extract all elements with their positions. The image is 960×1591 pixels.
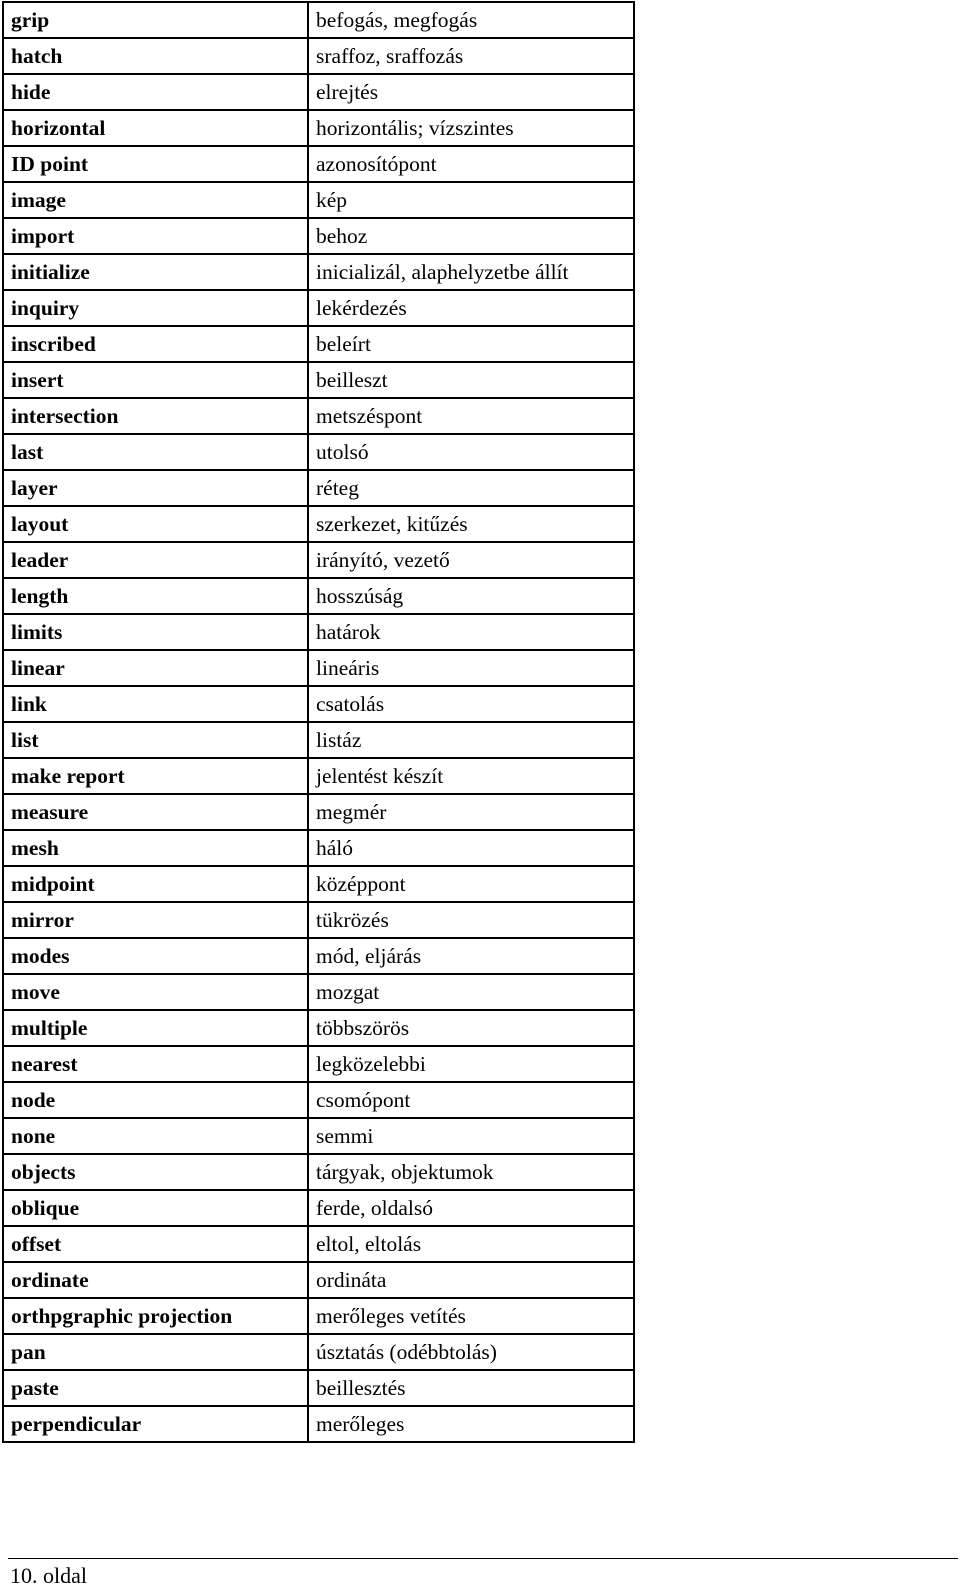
glossary-row [3, 182, 634, 218]
glossary-row [3, 506, 634, 542]
hungarian-translation: beilleszt [308, 362, 634, 398]
hungarian-translation: elrejtés [308, 74, 634, 110]
hungarian-translation: azonosítópont [308, 146, 634, 182]
glossary-row [3, 1118, 634, 1154]
hungarian-translation: listáz [308, 722, 634, 758]
hungarian-translation: horizontális; vízszintes [308, 110, 634, 146]
english-term: intersection [3, 398, 308, 434]
english-term: ordinate [3, 1262, 308, 1298]
hungarian-translation: sraffoz, sraffozás [308, 38, 634, 74]
hungarian-translation: jelentést készít [308, 758, 634, 794]
hungarian-translation: mozgat [308, 974, 634, 1010]
hungarian-translation: csomópont [308, 1082, 634, 1118]
hungarian-translation: háló [308, 830, 634, 866]
english-term: mirror [3, 902, 308, 938]
english-term: linear [3, 650, 308, 686]
english-term: modes [3, 938, 308, 974]
english-term: image [3, 182, 308, 218]
english-term: midpoint [3, 866, 308, 902]
glossary-row [3, 146, 634, 182]
glossary-row [3, 398, 634, 434]
english-term: layer [3, 470, 308, 506]
hungarian-translation: ferde, oldalsó [308, 1190, 634, 1226]
glossary-row [3, 686, 634, 722]
glossary-row [3, 110, 634, 146]
english-term: measure [3, 794, 308, 830]
english-term: limits [3, 614, 308, 650]
glossary-row [3, 1334, 634, 1370]
hungarian-translation: úsztatás (odébbtolás) [308, 1334, 634, 1370]
hungarian-translation: semmi [308, 1118, 634, 1154]
english-term: inscribed [3, 326, 308, 362]
hungarian-translation: legközelebbi [308, 1046, 634, 1082]
english-term: last [3, 434, 308, 470]
english-term: length [3, 578, 308, 614]
english-term: hatch [3, 38, 308, 74]
glossary-row [3, 254, 634, 290]
hungarian-translation: megmér [308, 794, 634, 830]
hungarian-translation: ordináta [308, 1262, 634, 1298]
glossary-row [3, 1406, 634, 1442]
glossary-row [3, 1262, 634, 1298]
glossary-row [3, 1046, 634, 1082]
hungarian-translation: irányító, vezető [308, 542, 634, 578]
english-term: make report [3, 758, 308, 794]
glossary-row [3, 1370, 634, 1406]
hungarian-translation: behoz [308, 218, 634, 254]
english-term: pan [3, 1334, 308, 1370]
glossary-row [3, 1298, 634, 1334]
hungarian-translation: inicializál, alaphelyzetbe állít [308, 254, 634, 290]
glossary-row [3, 542, 634, 578]
hungarian-translation: többszörös [308, 1010, 634, 1046]
english-term: link [3, 686, 308, 722]
glossary-row [3, 794, 634, 830]
footer-divider [8, 1558, 958, 1559]
glossary-row [3, 470, 634, 506]
english-term: initialize [3, 254, 308, 290]
hungarian-translation: beillesztés [308, 1370, 634, 1406]
english-term: nearest [3, 1046, 308, 1082]
glossary-row [3, 830, 634, 866]
english-term: mesh [3, 830, 308, 866]
english-term: move [3, 974, 308, 1010]
glossary-row [3, 74, 634, 110]
hungarian-translation: lineáris [308, 650, 634, 686]
glossary-row [3, 578, 634, 614]
english-term: perpendicular [3, 1406, 308, 1442]
hungarian-translation: hosszúság [308, 578, 634, 614]
english-term: grip [3, 2, 308, 38]
english-term: orthpgraphic projection [3, 1298, 308, 1334]
english-term: leader [3, 542, 308, 578]
glossary-row [3, 938, 634, 974]
hungarian-translation: beleírt [308, 326, 634, 362]
english-term: ID point [3, 146, 308, 182]
glossary-row [3, 1226, 634, 1262]
glossary-row [3, 290, 634, 326]
glossary-row [3, 1154, 634, 1190]
hungarian-translation: befogás, megfogás [308, 2, 634, 38]
glossary-body [3, 2, 634, 1442]
hungarian-translation: tárgyak, objektumok [308, 1154, 634, 1190]
english-term: insert [3, 362, 308, 398]
glossary-row [3, 866, 634, 902]
english-term: oblique [3, 1190, 308, 1226]
glossary-row [3, 902, 634, 938]
hungarian-translation: metszéspont [308, 398, 634, 434]
english-term: offset [3, 1226, 308, 1262]
hungarian-translation: merőleges vetítés [308, 1298, 634, 1334]
english-term: inquiry [3, 290, 308, 326]
glossary-row [3, 1010, 634, 1046]
hungarian-translation: mód, eljárás [308, 938, 634, 974]
glossary-row [3, 614, 634, 650]
hungarian-translation: utolsó [308, 434, 634, 470]
hungarian-translation: eltol, eltolás [308, 1226, 634, 1262]
glossary-row [3, 218, 634, 254]
glossary-row [3, 2, 634, 38]
glossary-row [3, 362, 634, 398]
english-term: paste [3, 1370, 308, 1406]
english-term: layout [3, 506, 308, 542]
english-term: multiple [3, 1010, 308, 1046]
english-term: hide [3, 74, 308, 110]
hungarian-translation: réteg [308, 470, 634, 506]
hungarian-translation: kép [308, 182, 634, 218]
glossary-row [3, 650, 634, 686]
hungarian-translation: tükrözés [308, 902, 634, 938]
glossary-row [3, 1082, 634, 1118]
english-term: import [3, 218, 308, 254]
glossary-table [2, 1, 635, 1443]
glossary-row [3, 38, 634, 74]
english-term: horizontal [3, 110, 308, 146]
english-term: list [3, 722, 308, 758]
glossary-row [3, 434, 634, 470]
glossary-row [3, 1190, 634, 1226]
english-term: node [3, 1082, 308, 1118]
hungarian-translation: középpont [308, 866, 634, 902]
glossary-row [3, 326, 634, 362]
english-term: objects [3, 1154, 308, 1190]
hungarian-translation: határok [308, 614, 634, 650]
hungarian-translation: szerkezet, kitűzés [308, 506, 634, 542]
page-number: 10. oldal [10, 1563, 87, 1588]
hungarian-translation: merőleges [308, 1406, 634, 1442]
glossary-row [3, 974, 634, 1010]
hungarian-translation: csatolás [308, 686, 634, 722]
glossary-row [3, 758, 634, 794]
english-term: none [3, 1118, 308, 1154]
hungarian-translation: lekérdezés [308, 290, 634, 326]
glossary-row [3, 722, 634, 758]
